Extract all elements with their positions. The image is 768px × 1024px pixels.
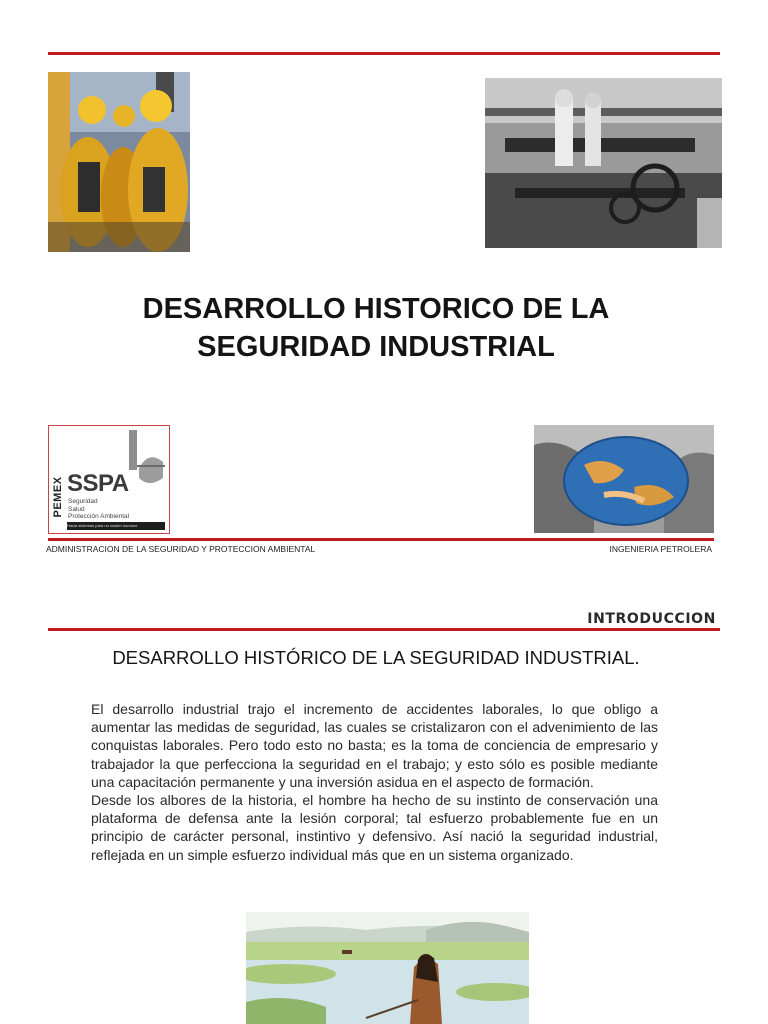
pemex-sspa-logo (48, 425, 170, 534)
document-title (60, 290, 692, 366)
footer-left-text: ADMINISTRACION DE LA SEGURIDAD Y PROTECCION AMBIENTAL (46, 544, 316, 554)
pemex-vertical-label: PEMEX (52, 476, 64, 518)
top-divider (48, 52, 720, 55)
title-line-2: SEGURIDAD INDUSTRIAL (197, 331, 555, 363)
logo-tagline: Hacia sistemas para un sostén humano (67, 522, 165, 530)
logo-line-proteccion: Protección Ambiental (68, 513, 130, 520)
worker-helmet-icon (127, 428, 167, 498)
title-line-1: DESARROLLO HISTORICO DE LA (142, 293, 610, 325)
logo-line-seguridad: Seguridad (68, 498, 98, 505)
hands-globe-photo (534, 425, 714, 533)
section-label: INTRODUCCION (587, 611, 716, 627)
section-divider (48, 628, 720, 631)
paragraph-2: Desde los albores de la historia, el hombre ha hecho de su instinto de conservación una plataforma de defensa ante la lesión corporal; tal esfuerzo probablemente fue en un principio de carácter personal, instintivo y defensivo. Así nació la seguridad industrial, reflejada en un simple esfuerzo individual más que en un sistema organizado. (91, 792, 658, 863)
section-subtitle: DESARROLLO HISTÓRICO DE LA SEGURIDAD INDUSTRIAL. (112, 647, 640, 668)
paragraph-1: El desarrollo industrial trajo el incremento de accidentes laborales, lo que obligo a aumentar las medidas de seguridad, las cuales se cristalizaron con el advenimiento de las conquistas laborales. Pero todo esto no basta; es la toma de conciencia de empresario y trabajador la que perfecciona la seguridad en el trabajo; y esto sólo es posible mediante una capacitación permanente y una inversión asidua en el aspecto de formación. (91, 701, 658, 790)
primitive-man-illustration (246, 912, 529, 1024)
child-labor-mill-photo (485, 78, 722, 248)
logo-line-salud: Salud (68, 505, 85, 513)
sspa-wordmark: SSPA (67, 470, 129, 497)
body-text (91, 700, 658, 864)
footer-right-text: INGENIERIA PETROLERA (609, 544, 712, 554)
footer-divider (48, 538, 714, 541)
firefighters-photo (48, 72, 190, 252)
